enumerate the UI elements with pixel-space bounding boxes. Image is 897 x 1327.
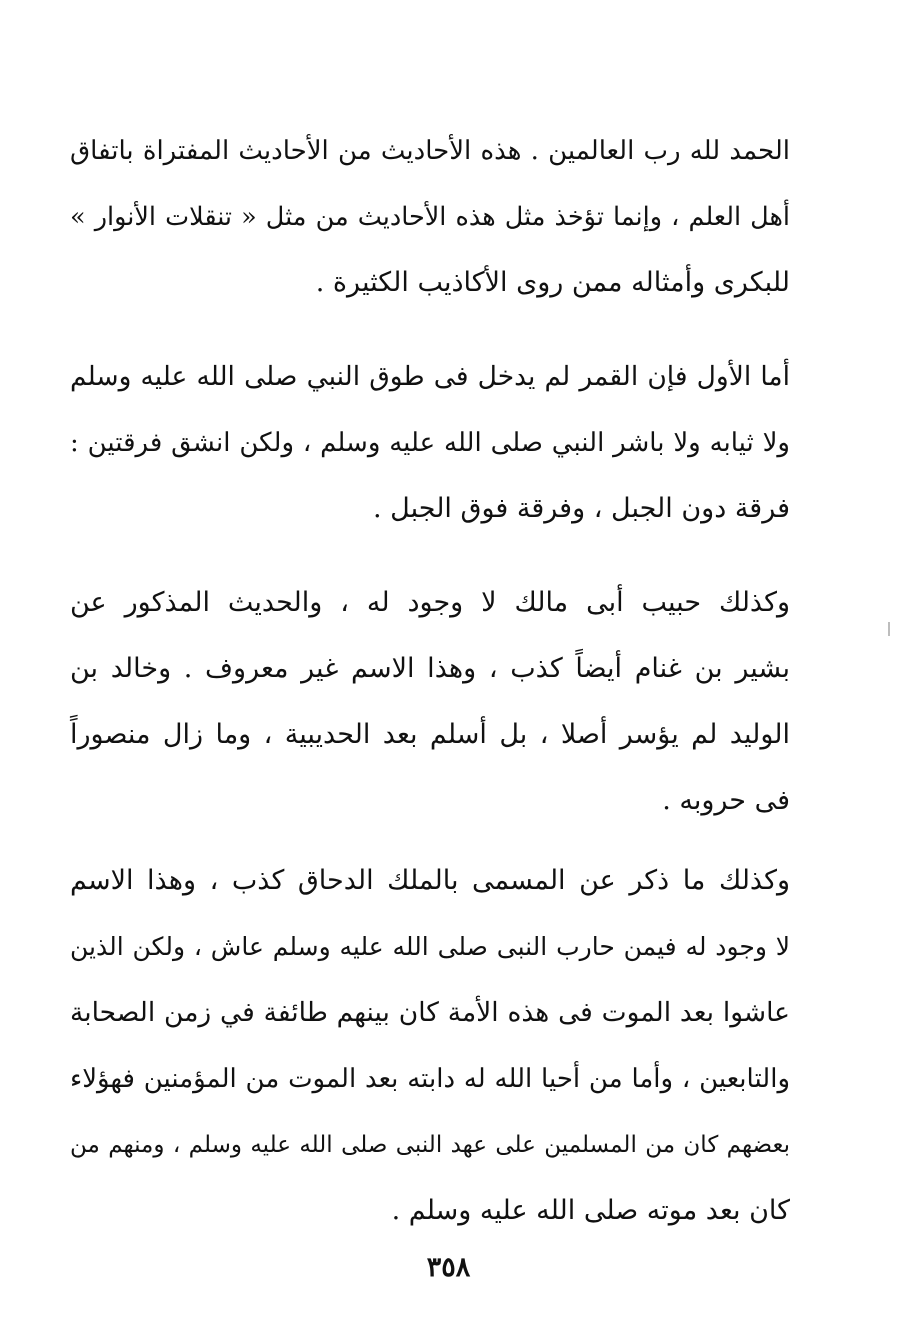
text-line: أما الأول فإن القمر لم يدخل فى طوق النبي صلى الله عليه وسلم — [70, 361, 790, 392]
text-line: فى حروبه . — [662, 785, 790, 816]
text-line: أهل العلم ، وإنما تؤخذ مثل هذه الأحاديث من مثل « تنقلات الأنوار » — [70, 202, 790, 232]
text-line: ولا ثيابه ولا باشر النبي صلى الله عليه وسلم ، ولكن انشق فرقتين : — [70, 428, 790, 458]
text-line: بشير بن غنام أيضاً كذب ، وهذا الاسم غير معروف . وخالد بن — [70, 653, 790, 684]
scan-artifact-mark — [888, 622, 890, 636]
text-line: والتابعين ، وأما من أحيا الله له دابته بعد الموت من المؤمنين فهؤلاء — [70, 1064, 790, 1094]
text-line: عاشوا بعد الموت فى هذه الأمة كان بينهم طائفة في زمن الصحابة — [70, 997, 790, 1028]
text-line: فرقة دون الجبل ، وفرقة فوق الجبل . — [373, 493, 790, 524]
text-line: وكذلك حبيب أبى مالك لا وجود له ، والحديث المذكور عن — [70, 587, 790, 618]
text-line: الوليد لم يؤسر أصلا ، بل أسلم بعد الحديبية ، وما زال منصوراً — [70, 719, 790, 750]
paragraph-4 — [70, 848, 790, 1244]
text-line: لا وجود له فيمن حارب النبى صلى الله عليه وسلم عاش ، ولكن الذين — [70, 932, 790, 961]
text-line: وكذلك ما ذكر عن المسمى بالملك الدحاق كذب ، وهذا الاسم — [70, 865, 790, 896]
paragraph-1 — [70, 118, 790, 316]
paragraph-3 — [70, 570, 790, 834]
paragraph-2 — [70, 344, 790, 542]
text-line: الحمد لله رب العالمين . هذه الأحاديث من الأحاديث المفتراة باتفاق — [70, 136, 790, 166]
text-line: للبكرى وأمثاله ممن روى الأكاذيب الكثيرة . — [315, 267, 790, 298]
text-line: بعضهم كان من المسلمين على عهد النبى صلى الله عليه وسلم ، ومنهم من — [70, 1132, 790, 1158]
page-number: ٣٥٨ — [426, 1252, 471, 1283]
text-line: كان بعد موته صلى الله عليه وسلم . — [391, 1195, 790, 1226]
